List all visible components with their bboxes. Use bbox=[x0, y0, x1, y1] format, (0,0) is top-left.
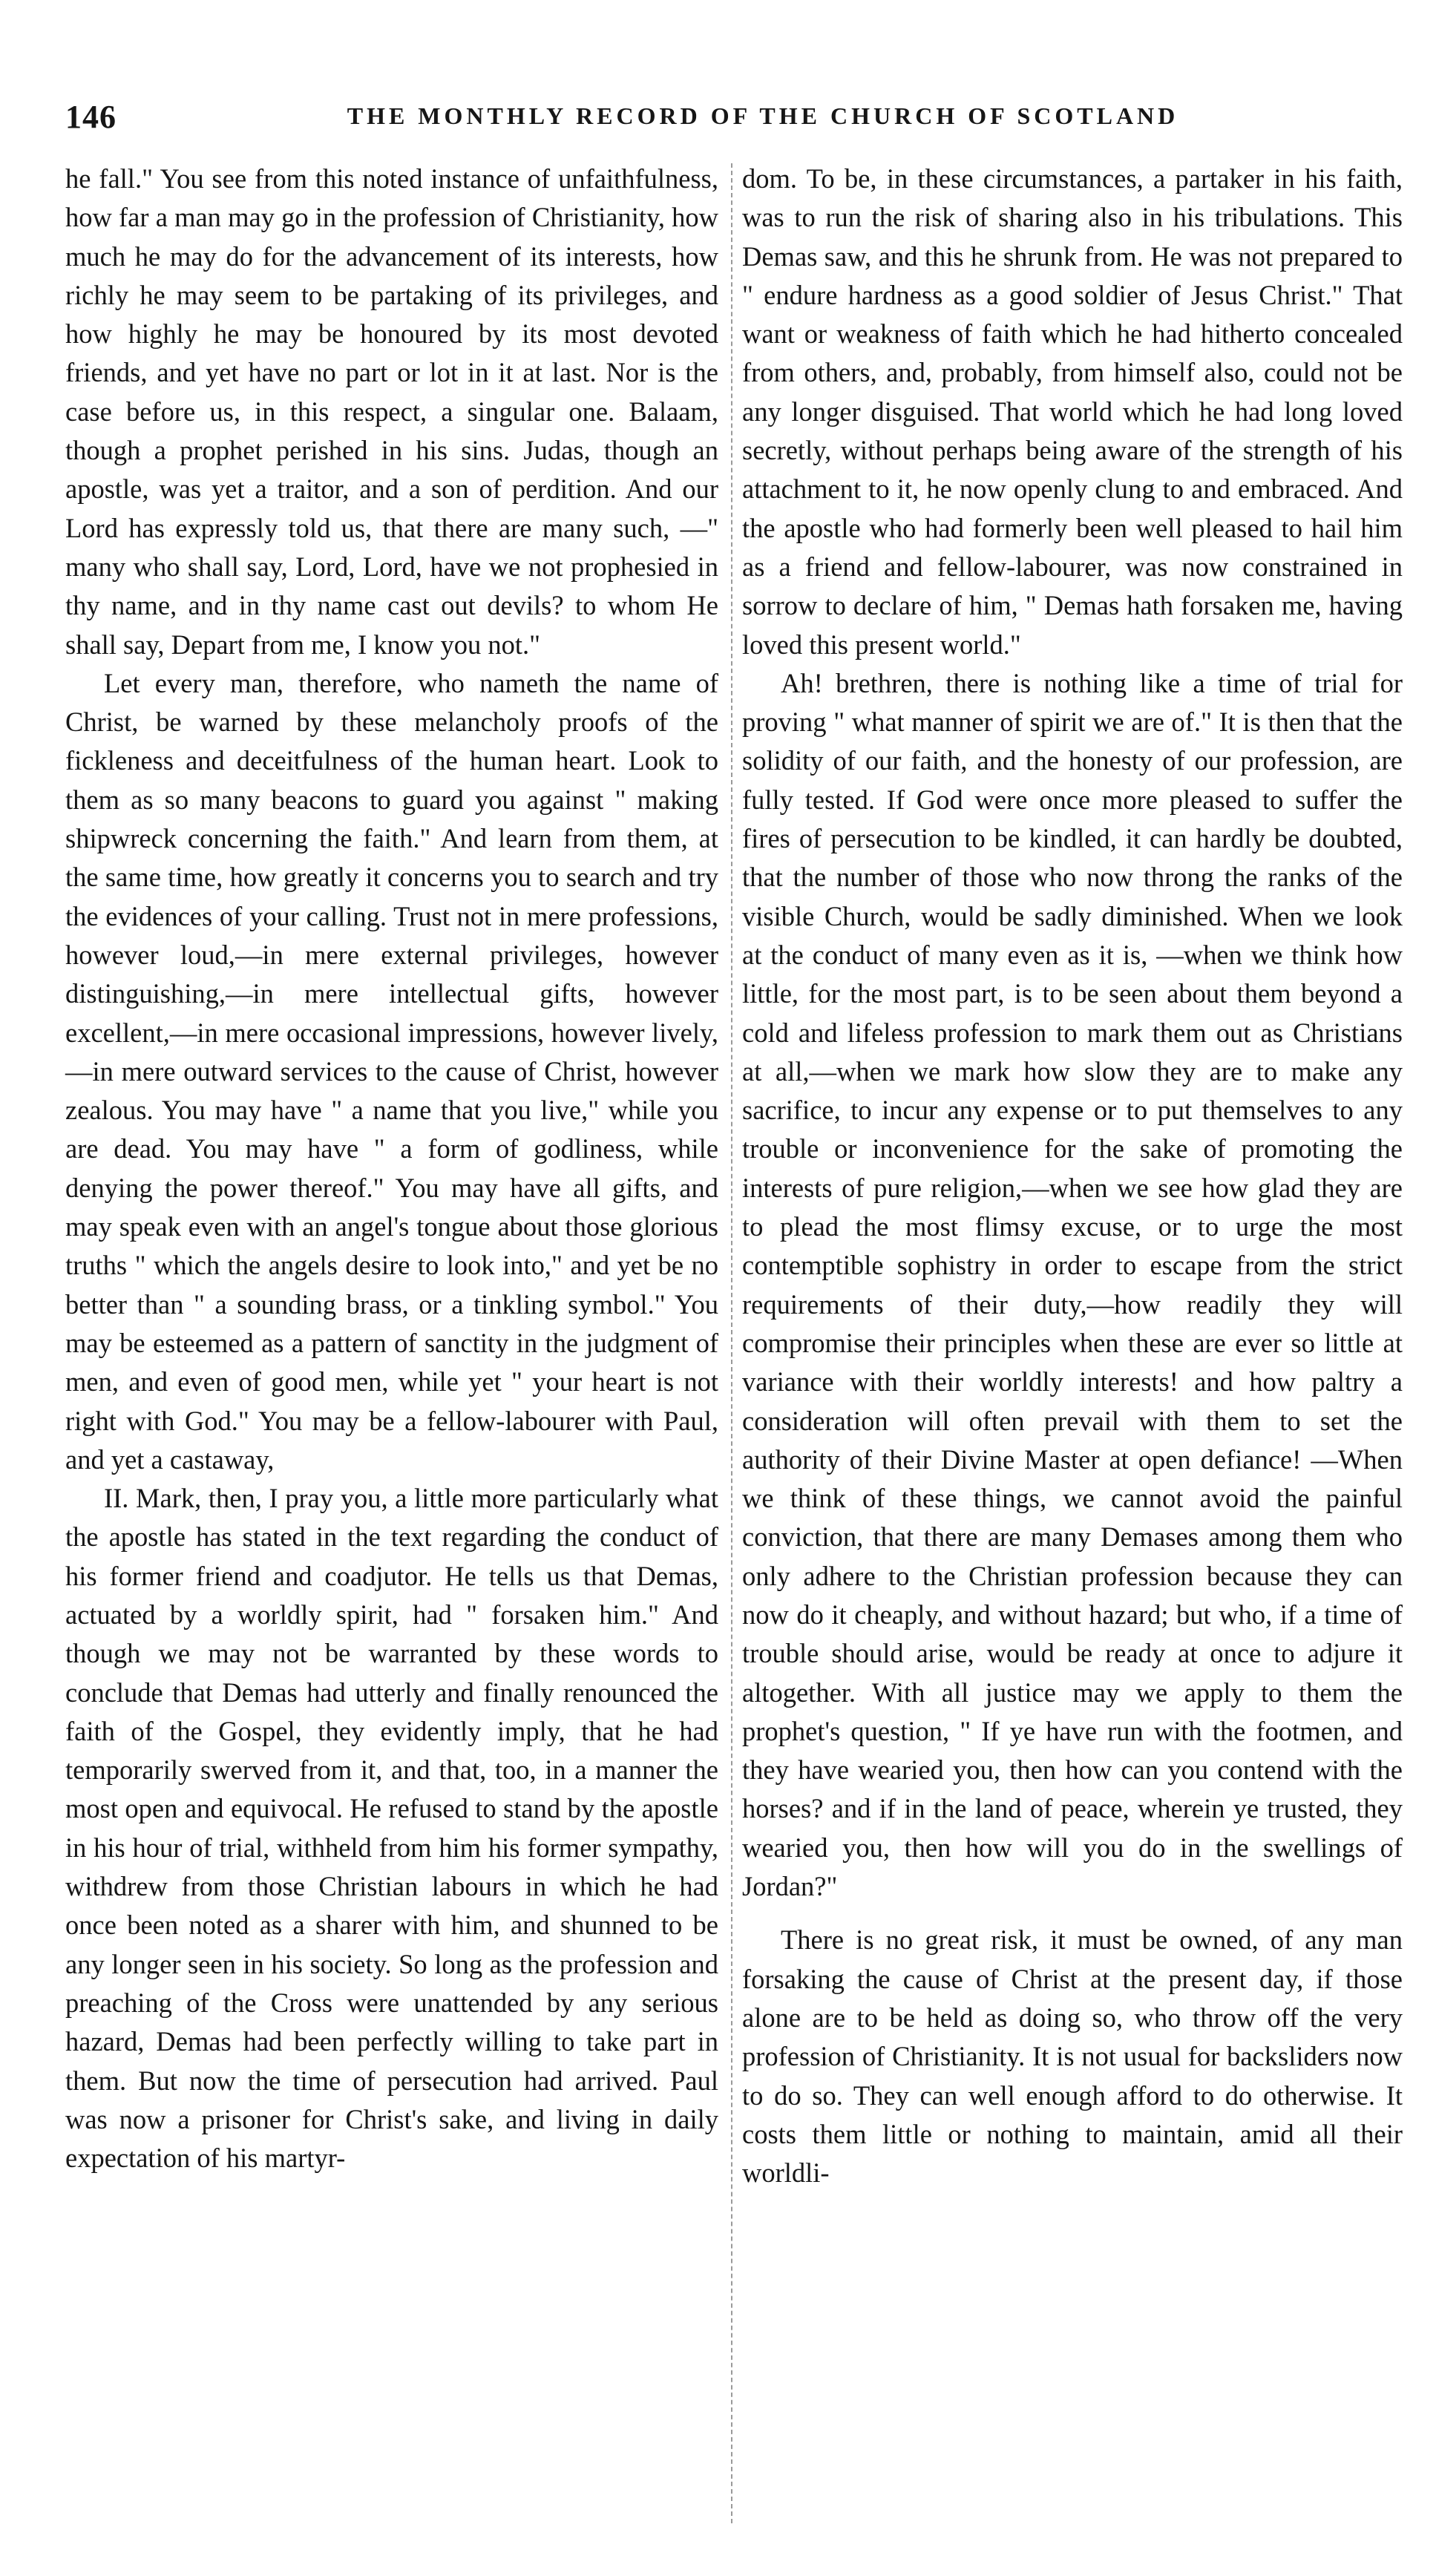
journal-title: THE MONTHLY RECORD OF THE CHURCH OF SCOTLAND bbox=[347, 102, 1179, 129]
right-paragraph-3: There is no great risk, it must be owned, of any man forsaking the cause of Christ at the present day, if those alone are to be held as doing so, who throw off the very profession of Christianity. It is not usual for backsliders now to do so. They can well enough afford to do otherwise. It costs them little or nothing to maintain, amid all their worldli- bbox=[742, 1924, 1403, 2189]
left-paragraph-2: Let every man, therefore, who nameth the name of Christ, be warned by these melancholy proofs of the fickleness and deceitfulness of the human heart. Look to them as so many beacons to guard you against " making shipwreck concerning the faith." And learn from them, at the same time, how greatly it concerns you to search and try the evidences of your calling. Trust not in mere professions, however loud,—in mere external privileges, however distinguishing,—in mere intellectual gifts, however excellent,—in mere occasional impressions, however lively,—in mere outward services to the cause of Christ, however zealous. You may have " a name that you live," while you are dead. You may have " a form of godliness, while denying the power thereof." You may have all gifts, and may speak even with an angel's tongue about those glorious truths " which the angels desire to look into," and yet be no better than " a sounding brass, or a tinkling symbol." You may be esteemed as a pattern of sanctity in the judgment of men, and even of good men, while yet " your heart is not right with God." You may be a fellow-labourer with Paul, and yet a castaway, bbox=[65, 667, 718, 1475]
right-paragraph-1: dom. To be, in these circumstances, a partaker in his faith, was to run the risk of sharing also in his tribulations. This Demas saw, and this he shrunk from. He was not prepared to " endure hardness as a good soldier of Jesus Christ." That want or weakness of faith which he had hitherto concealed from others, and, probably, from himself also, could not be any longer disguised. That world which he had long loved secretly, without perhaps being aware of the strength of his attachment to it, he now openly clung to and embraced. And the apostle who had formerly been well pleased to hail him as a friend and fellow-labourer, was now constrained in sorrow to declare of him, " Demas hath forsaken me, having loved this present world." bbox=[742, 163, 1403, 660]
page-number: 146 bbox=[65, 99, 117, 135]
right-column bbox=[742, 160, 1403, 2192]
right-paragraph-2: Ah! brethren, there is nothing like a time of trial for proving " what manner of spirit we are of." It is then that the solidity of our faith, and the honesty of our profession, are fully tested. If God were once more pleased to suffer the fires of persecution to be kindled, it can hardly be doubted, that the number of those who now throng the ranks of the visible Church, would be sadly diminished. When we look at the conduct of many even as it is, —when we think how little, for the most part, is to be seen about them beyond a cold and lifeless profession to mark them out as Christians at all,—when we mark how slow they are to make any sacrifice, to incur any expense or to put themselves to any trouble or inconvenience for the sake of promoting the interests of pure religion,—when we see how glad they are to plead the most flimsy excuse, or to urge the most contemptible sophistry in order to escape from the strict requirements of their duty,—how readily they will compromise their principles when these are ever so little at variance with their worldly interests! and how paltry a consideration will often prevail with them to set the authority of their Divine Master at open defiance! —When we think of these things, we cannot avoid the painful conviction, that there are many Demases among them who only adhere to the Christian profession because they can now do it cheaply, and without hazard; but who, if a time of trouble should arise, would be ready at once to adjure it altogether. With all justice may we apply to them the prophet's question, " If ye have run with the footmen, and they have wearied you, then how can you contend with the horses? and if in the land of peace, wherein ye trusted, they wearied you, then how will you do in the swellings of Jordan?" bbox=[742, 667, 1403, 1902]
left-paragraph-1: he fall." You see from this noted instance of unfaithfulness, how far a man may go in the profession of Christianity, how much he may do for the advancement of its interests, how richly he may seem to be partaking of its privileges, and how highly he may be honoured by its most devoted friends, and yet have no part or lot in it at last. Nor is the case before us, in this respect, a singular one. Balaam, though a prophet perished in his sins. Judas, though an apostle, was yet a traitor, and a son of perdition. And our Lord has expressly told us, that there are many such, —" many who shall say, Lord, Lord, have we not prophesied in thy name, and in thy name cast out devils? to whom He shall say, Depart from me, I know you not." bbox=[65, 163, 718, 660]
left-paragraph-3: II. Mark, then, I pray you, a little more particularly what the apostle has stated in the text regarding the conduct of his former friend and coadjutor. He tells us that Demas, actuated by a worldly spirit, had " forsaken him." And though we may not be warranted by these words to conclude that Demas had utterly and finally renounced the faith of the Gospel, they evidently imply, that he had temporarily swerved from it, and that, too, in a manner the most open and equivocal. He refused to stand by the apostle in his hour of trial, withheld from him his former sympathy, withdrew from those Christian labours in which he had once been noted as a sharer with him, and shunned to be any longer seen in his society. So long as the profession and preaching of the Cross were unattended by any serious hazard, Demas had been perfectly willing to take part in them. But now the time of persecution had arrived. Paul was now a prisoner for Christ's sake, and living in daily expectation of his martyr- bbox=[65, 1483, 718, 2174]
column-divider bbox=[731, 163, 732, 2523]
left-column bbox=[65, 160, 718, 2177]
running-head bbox=[65, 98, 1401, 142]
